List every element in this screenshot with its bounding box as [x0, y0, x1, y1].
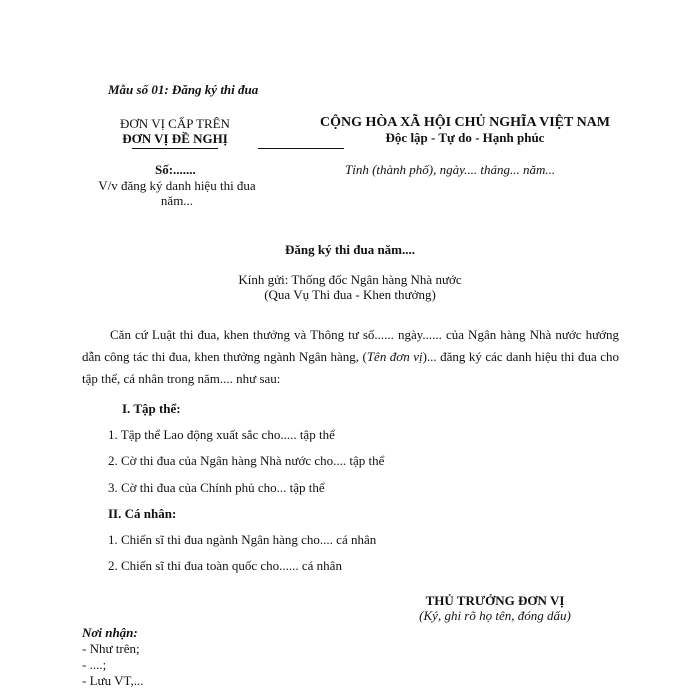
list-item: 1. Tập thể Lao động xuất sắc cho..... tập thể	[108, 427, 335, 442]
right-header	[300, 115, 630, 146]
document-number: Số:.......	[155, 162, 196, 177]
signature-title: THỦ TRƯỞNG ĐƠN VỊ	[425, 593, 565, 608]
unit-name-placeholder: Tên đơn vị	[366, 349, 423, 364]
list-item: 1. Chiến sĩ thi đua ngành Ngân hàng cho.... cá nhân	[108, 532, 377, 547]
section-heading-individual: II. Cá nhân:	[108, 506, 177, 521]
left-header-underline	[132, 148, 218, 149]
country-name: CỘNG HÒA XÃ HỘI CHỦ NGHĨA VIỆT NAM	[319, 115, 610, 130]
body-paragraph	[82, 324, 619, 390]
list-item: 2. Chiến sĩ thi đua toàn quốc cho...... cá nhân	[108, 558, 342, 573]
left-header	[92, 117, 258, 147]
place-date: Tỉnh (thành phố), ngày.... tháng... năm...	[345, 162, 556, 177]
signature-note: (Ký, ghi rõ họ tên, đóng dấu)	[419, 607, 571, 623]
superior-unit: ĐƠN VỊ CẤP TRÊN	[120, 116, 230, 131]
body-part1: Căn cứ Luật thi đua, khen thưởng và Thông tư số...... ngày...... của Ngân hàng Nhà nước hướng dẫn công tác thi đua, khen thưởng ngành Ngân hàng, (	[82, 327, 619, 364]
right-header-underline	[258, 148, 344, 149]
recipient-item: - ....;	[82, 657, 107, 672]
list-item: 3. Cờ thi đua của Chính phủ cho... tập thể	[108, 480, 325, 495]
list-item: 2. Cờ thi đua của Ngân hàng Nhà nước cho.... tập thể	[108, 453, 385, 468]
recipients-heading: Nơi nhận:	[82, 625, 138, 640]
recipient-line1: Kính gửi: Thống đốc Ngân hàng Nhà nước	[238, 272, 462, 287]
recipients-list	[82, 625, 143, 689]
recipient-item: - Như trên;	[82, 641, 140, 656]
recipient-line2: (Qua Vụ Thi đua - Khen thưởng)	[264, 286, 436, 302]
signature-block	[395, 594, 595, 624]
form-label: Mẫu số 01: Đăng ký thi đua	[108, 82, 259, 97]
section-heading-collective: I. Tập thể:	[122, 401, 181, 416]
body-part2: )... đăng ký các danh hiệu thi đua cho tập thể, cá nhân trong năm.... như sau:	[82, 349, 619, 386]
subject	[82, 179, 272, 209]
recipient-item: - Lưu VT,...	[82, 673, 144, 688]
document-title: Đăng ký thi đua năm....	[284, 242, 416, 257]
motto: Độc lập - Tự do - Hạnh phúc	[385, 130, 545, 146]
recipient	[0, 273, 700, 303]
proposing-unit: ĐƠN VỊ ĐỀ NGHỊ	[122, 130, 228, 146]
subject-line2: năm...	[160, 192, 194, 208]
subject-line1: V/v đăng ký danh hiệu thi đua	[98, 178, 256, 193]
